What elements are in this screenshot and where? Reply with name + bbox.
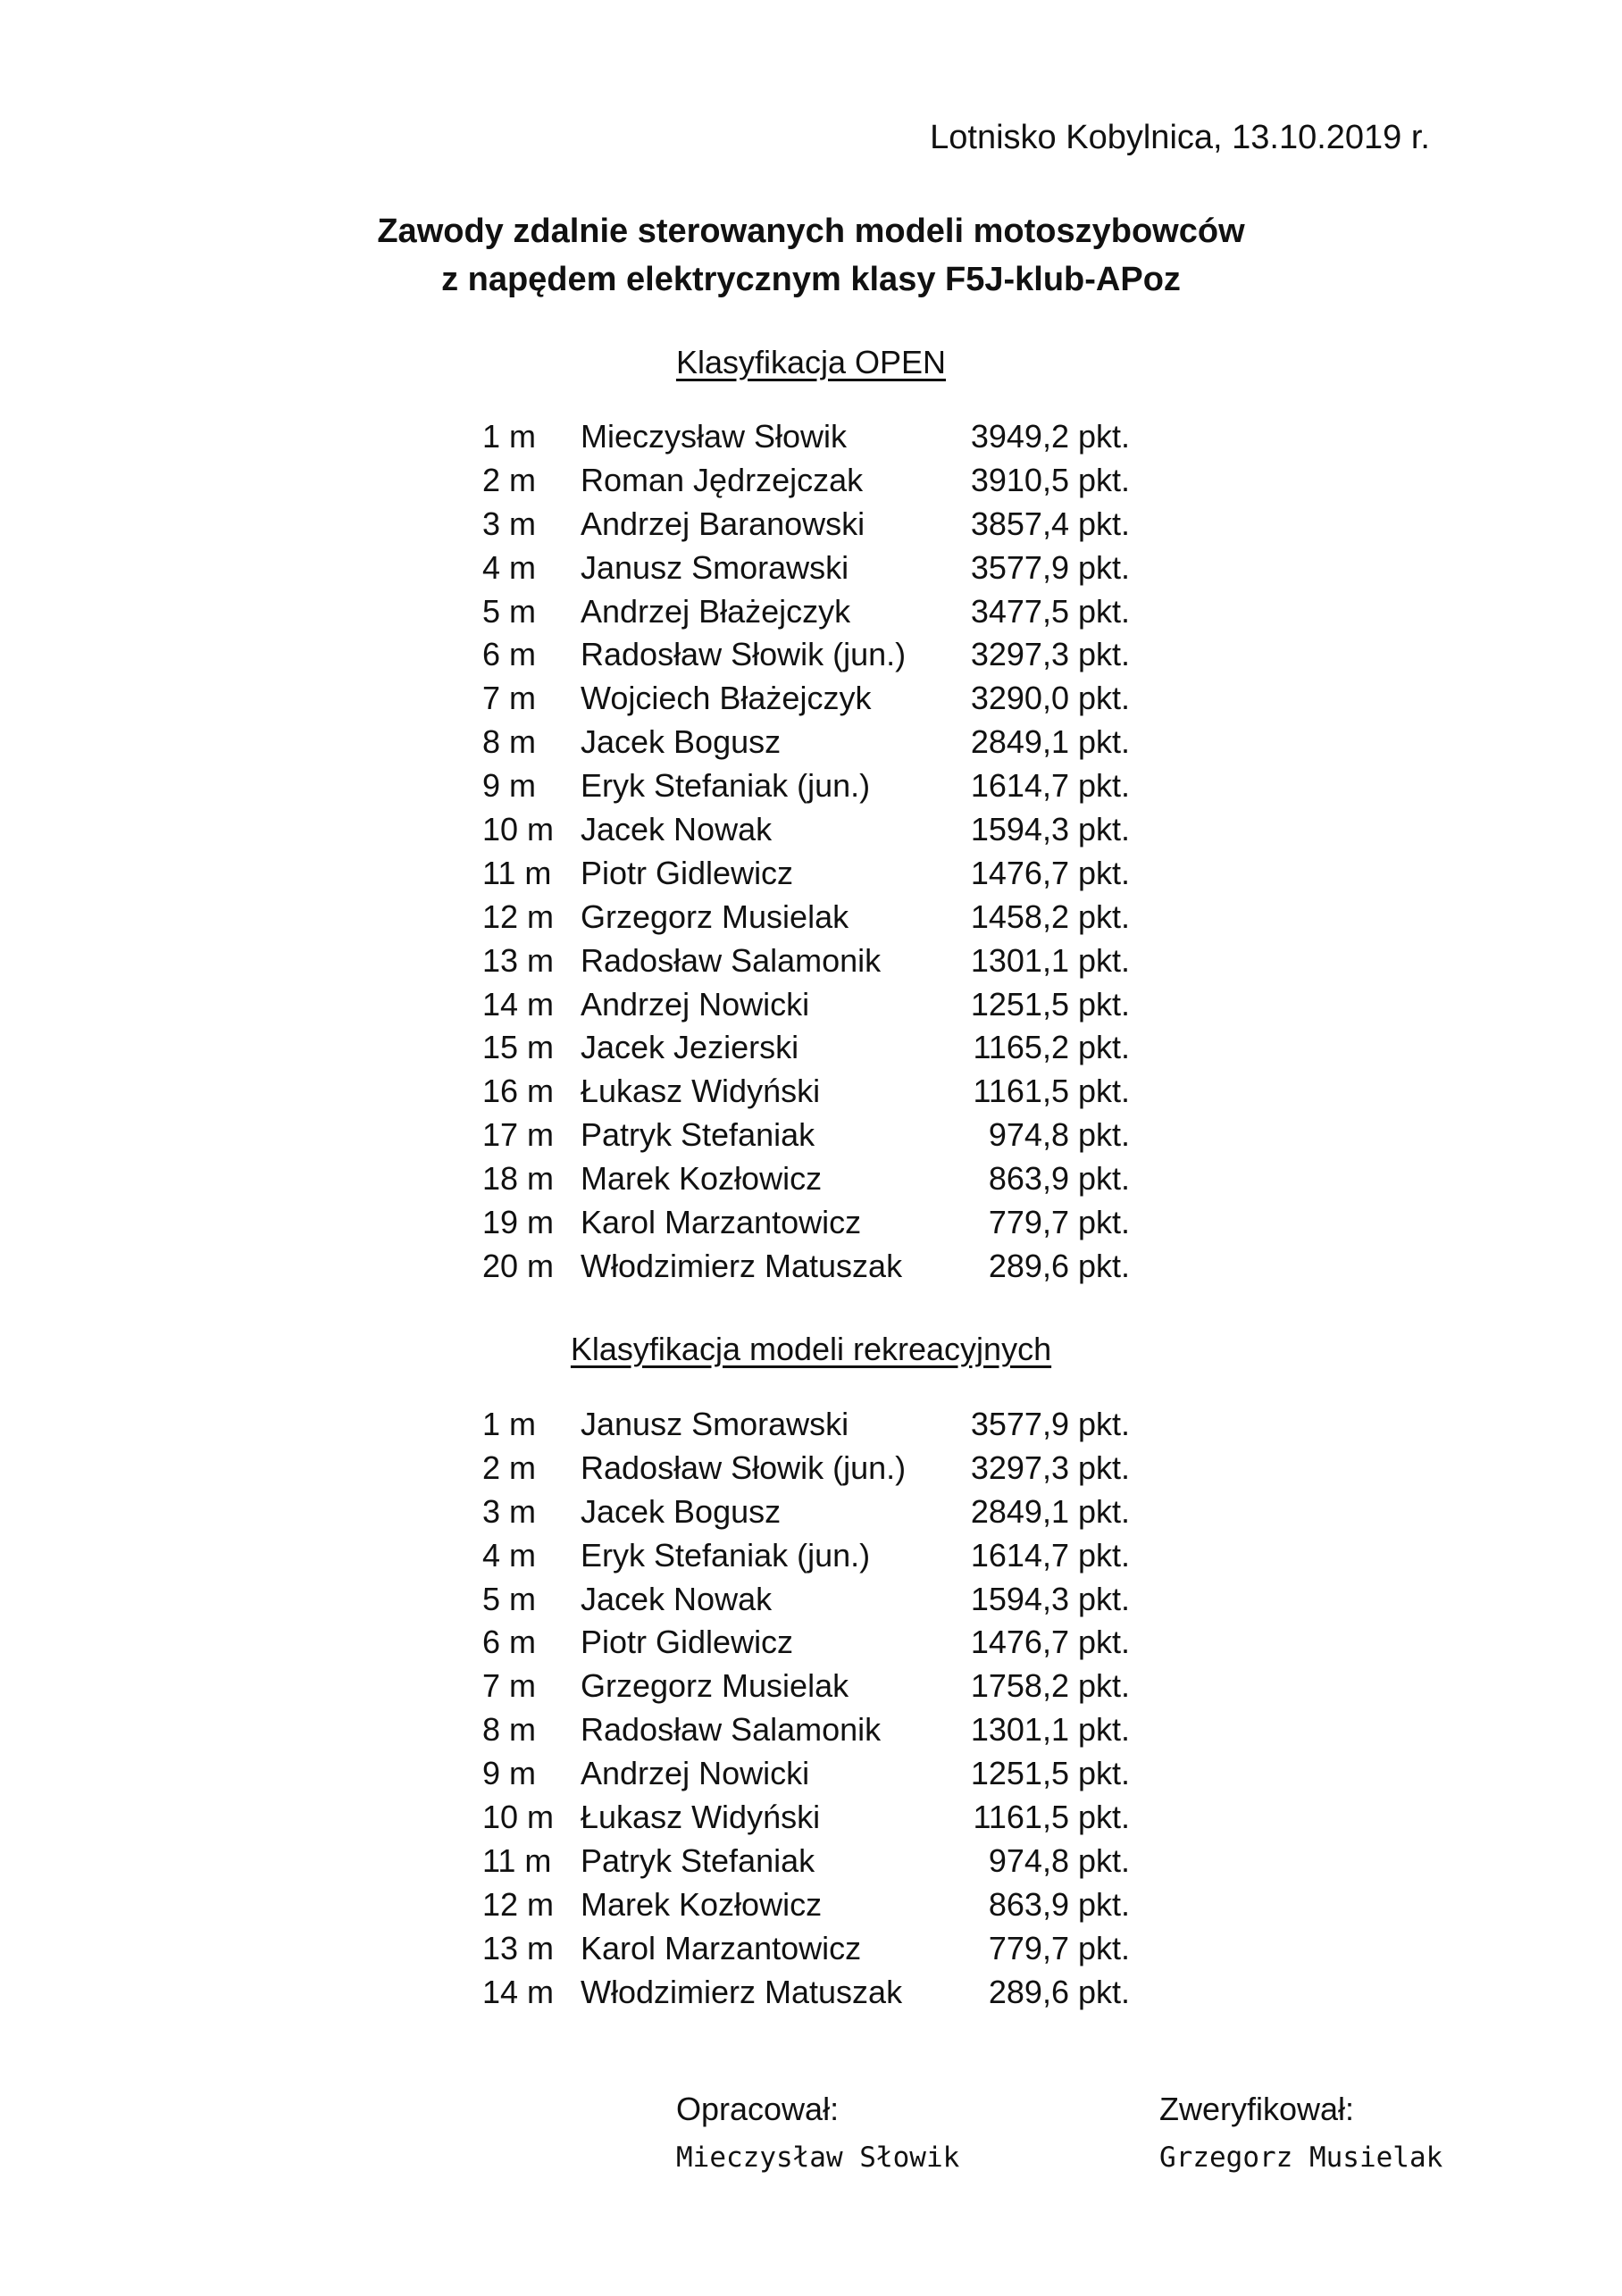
competitor-points: 3910,5 pkt.	[970, 461, 1130, 498]
ranking-place: 6 m	[482, 1624, 537, 1661]
table-row	[482, 1621, 1161, 1665]
competitor-name: Eryk Stefaniak (jun.)	[581, 767, 871, 805]
competitor-points: 3949,2 pkt.	[970, 418, 1130, 455]
competitor-name: Radosław Salamonik	[581, 1711, 882, 1749]
ranking-place: 5 m	[482, 1580, 537, 1617]
table-row	[482, 590, 1161, 634]
competitor-name: Łukasz Widyński	[581, 1073, 821, 1110]
table-row	[482, 808, 1161, 852]
verified-by-block	[1159, 2085, 1442, 2182]
table-row	[482, 1665, 1161, 1708]
competitor-points: 1161,5 pkt.	[973, 1073, 1130, 1110]
recreational-classification-heading: Klasyfikacja modeli rekreacyjnych	[570, 1331, 1052, 1367]
competitor-points: 3297,3 pkt.	[970, 636, 1130, 673]
table-row	[482, 896, 1161, 939]
table-row	[482, 1490, 1161, 1534]
competitor-name: Andrzej Błażejczyk	[581, 592, 851, 630]
competitor-points: 1594,3 pkt.	[970, 811, 1130, 848]
competitor-points: 1614,7 pkt.	[970, 1536, 1130, 1574]
title-line-1: Zawody zdalnie sterowanych modeli motoszybowców	[377, 213, 1245, 250]
table-row	[482, 983, 1161, 1027]
ranking-place: 8 m	[482, 1711, 537, 1749]
ranking-place: 1 m	[482, 1406, 537, 1442]
table-row	[482, 1245, 1161, 1289]
ranking-place: 9 m	[482, 767, 537, 805]
ranking-place: 13 m	[482, 941, 555, 979]
ranking-place: 6 m	[482, 636, 537, 673]
table-row	[482, 1157, 1161, 1201]
ranking-place: 9 m	[482, 1755, 537, 1792]
competitor-name: Włodzimierz Matuszak	[581, 1247, 903, 1284]
ranking-place: 12 m	[482, 898, 555, 935]
verified-by-label: Zweryfikował:	[1159, 2091, 1355, 2127]
competitor-name: Eryk Stefaniak (jun.)	[581, 1536, 871, 1574]
competitor-name: Jacek Nowak	[581, 811, 773, 848]
table-row	[482, 415, 1161, 459]
competitor-points: 1758,2 pkt.	[970, 1667, 1130, 1705]
ranking-place: 4 m	[482, 1536, 537, 1574]
prepared-by-label: Opracował:	[676, 2091, 840, 2127]
competitor-points: 1301,1 pkt.	[970, 1711, 1130, 1749]
competitor-name: Mieczysław Słowik	[581, 418, 848, 455]
ranking-place: 5 m	[482, 592, 537, 630]
table-row	[482, 677, 1161, 721]
ranking-place: 17 m	[482, 1116, 555, 1154]
table-row	[482, 1201, 1161, 1245]
table-row	[482, 764, 1161, 808]
ranking-place: 11 m	[482, 1841, 552, 1879]
verified-by-name: Grzegorz Musielak	[1159, 2142, 1443, 2174]
table-row	[482, 1114, 1161, 1157]
competitor-name: Patryk Stefaniak	[581, 1116, 815, 1154]
competitor-name: Radosław Słowik (jun.)	[581, 1449, 907, 1486]
ranking-place: 20 m	[482, 1247, 555, 1284]
table-row	[482, 1403, 1161, 1447]
table-row	[482, 852, 1161, 896]
table-row	[482, 1752, 1161, 1796]
ranking-place: 14 m	[482, 1973, 555, 2010]
ranking-place: 10 m	[482, 811, 555, 848]
competitor-points: 1251,5 pkt.	[970, 985, 1130, 1023]
competitor-points: 1165,2 pkt.	[973, 1029, 1130, 1066]
competitor-points: 2849,1 pkt.	[970, 723, 1130, 761]
competitor-points: 974,8 pkt.	[988, 1116, 1130, 1154]
competitor-name: Patryk Stefaniak	[581, 1841, 815, 1879]
competitor-name: Grzegorz Musielak	[581, 898, 849, 935]
competitor-name: Andrzej Nowicki	[581, 985, 810, 1023]
table-row	[482, 633, 1161, 677]
ranking-place: 15 m	[482, 1029, 555, 1066]
competitor-points: 974,8 pkt.	[988, 1841, 1130, 1879]
table-row	[482, 459, 1161, 503]
competitor-name: Karol Marzantowicz	[581, 1204, 862, 1241]
prepared-by-name: Mieczysław Słowik	[676, 2142, 960, 2174]
competitor-name: Andrzej Nowicki	[581, 1755, 810, 1792]
open-ranking-list	[482, 415, 1161, 1289]
competitor-name: Jacek Bogusz	[581, 723, 782, 761]
competitor-name: Janusz Smorawski	[581, 548, 849, 586]
competitor-points: 779,7 pkt.	[988, 1204, 1130, 1241]
ranking-place: 11 m	[482, 854, 552, 891]
ranking-place: 7 m	[482, 1667, 537, 1705]
table-row	[482, 1796, 1161, 1840]
competitor-points: 3290,0 pkt.	[970, 680, 1130, 717]
table-row	[482, 1883, 1161, 1927]
place-and-date: Lotnisko Kobylnica, 13.10.2019 r.	[930, 119, 1430, 156]
table-row	[482, 1927, 1161, 1971]
competitor-points: 1251,5 pkt.	[970, 1755, 1130, 1792]
ranking-place: 18 m	[482, 1160, 555, 1198]
ranking-place: 8 m	[482, 723, 537, 761]
competitor-points: 1594,3 pkt.	[970, 1580, 1130, 1617]
competitor-name: Wojciech Błażejczyk	[581, 680, 872, 717]
ranking-place: 1 m	[482, 418, 537, 455]
table-row	[482, 1708, 1161, 1752]
competitor-points: 3297,3 pkt.	[970, 1449, 1130, 1486]
competitor-points: 1476,7 pkt.	[970, 1624, 1130, 1661]
competitor-points: 3577,9 pkt.	[970, 1406, 1130, 1442]
ranking-place: 19 m	[482, 1204, 555, 1241]
ranking-place: 2 m	[482, 1449, 537, 1486]
competitor-points: 3577,9 pkt.	[970, 548, 1130, 586]
table-row	[482, 1447, 1161, 1490]
table-row	[482, 547, 1161, 590]
table-row	[482, 1026, 1161, 1070]
document-title	[0, 207, 1622, 304]
competitor-points: 1458,2 pkt.	[970, 898, 1130, 935]
competitor-name: Janusz Smorawski	[581, 1406, 849, 1442]
competitor-name: Jacek Bogusz	[581, 1492, 782, 1530]
table-row	[482, 1578, 1161, 1622]
competitor-points: 863,9 pkt.	[988, 1160, 1130, 1198]
competitor-points: 779,7 pkt.	[988, 1929, 1130, 1966]
competitor-name: Karol Marzantowicz	[581, 1929, 862, 1966]
competitor-name: Grzegorz Musielak	[581, 1667, 849, 1705]
competitor-name: Marek Kozłowicz	[581, 1885, 823, 1923]
table-row	[482, 1840, 1161, 1883]
table-row	[482, 721, 1161, 764]
table-row	[482, 1971, 1161, 2015]
title-line-2: z napędem elektrycznym klasy F5J-klub-APoz	[441, 261, 1181, 298]
table-row	[482, 503, 1161, 547]
competitor-name: Radosław Słowik (jun.)	[581, 636, 907, 673]
open-classification-heading: Klasyfikacja OPEN	[675, 344, 947, 380]
competitor-name: Jacek Nowak	[581, 1580, 773, 1617]
competitor-points: 3477,5 pkt.	[970, 592, 1130, 630]
ranking-place: 4 m	[482, 548, 537, 586]
ranking-place: 3 m	[482, 505, 537, 542]
competitor-name: Włodzimierz Matuszak	[581, 1973, 903, 2010]
ranking-place: 12 m	[482, 1885, 555, 1923]
ranking-place: 7 m	[482, 680, 537, 717]
competitor-points: 1301,1 pkt.	[970, 941, 1130, 979]
competitor-points: 3857,4 pkt.	[970, 505, 1130, 542]
ranking-place: 3 m	[482, 1492, 537, 1530]
competitor-name: Piotr Gidlewicz	[581, 854, 794, 891]
ranking-place: 13 m	[482, 1929, 555, 1966]
competitor-points: 2849,1 pkt.	[970, 1492, 1130, 1530]
competitor-name: Piotr Gidlewicz	[581, 1624, 794, 1661]
recreational-ranking-list	[482, 1403, 1161, 2014]
competitor-name: Łukasz Widyński	[581, 1799, 821, 1836]
competitor-name: Roman Jędrzejczak	[581, 461, 864, 498]
ranking-place: 2 m	[482, 461, 537, 498]
table-row	[482, 1534, 1161, 1578]
competitor-name: Radosław Salamonik	[581, 941, 882, 979]
ranking-place: 16 m	[482, 1073, 555, 1110]
competitor-name: Andrzej Baranowski	[581, 505, 865, 542]
competitor-name: Jacek Jezierski	[581, 1029, 799, 1066]
competitor-points: 1476,7 pkt.	[970, 854, 1130, 891]
competitor-name: Marek Kozłowicz	[581, 1160, 823, 1198]
table-row	[482, 1070, 1161, 1114]
ranking-place: 10 m	[482, 1799, 555, 1836]
competitor-points: 863,9 pkt.	[988, 1885, 1130, 1923]
competitor-points: 1614,7 pkt.	[970, 767, 1130, 805]
table-row	[482, 939, 1161, 983]
ranking-place: 14 m	[482, 985, 555, 1023]
competitor-points: 289,6 pkt.	[988, 1973, 1130, 2010]
competitor-points: 289,6 pkt.	[988, 1247, 1130, 1284]
prepared-by-block	[676, 2085, 959, 2182]
competitor-points: 1161,5 pkt.	[973, 1799, 1130, 1836]
